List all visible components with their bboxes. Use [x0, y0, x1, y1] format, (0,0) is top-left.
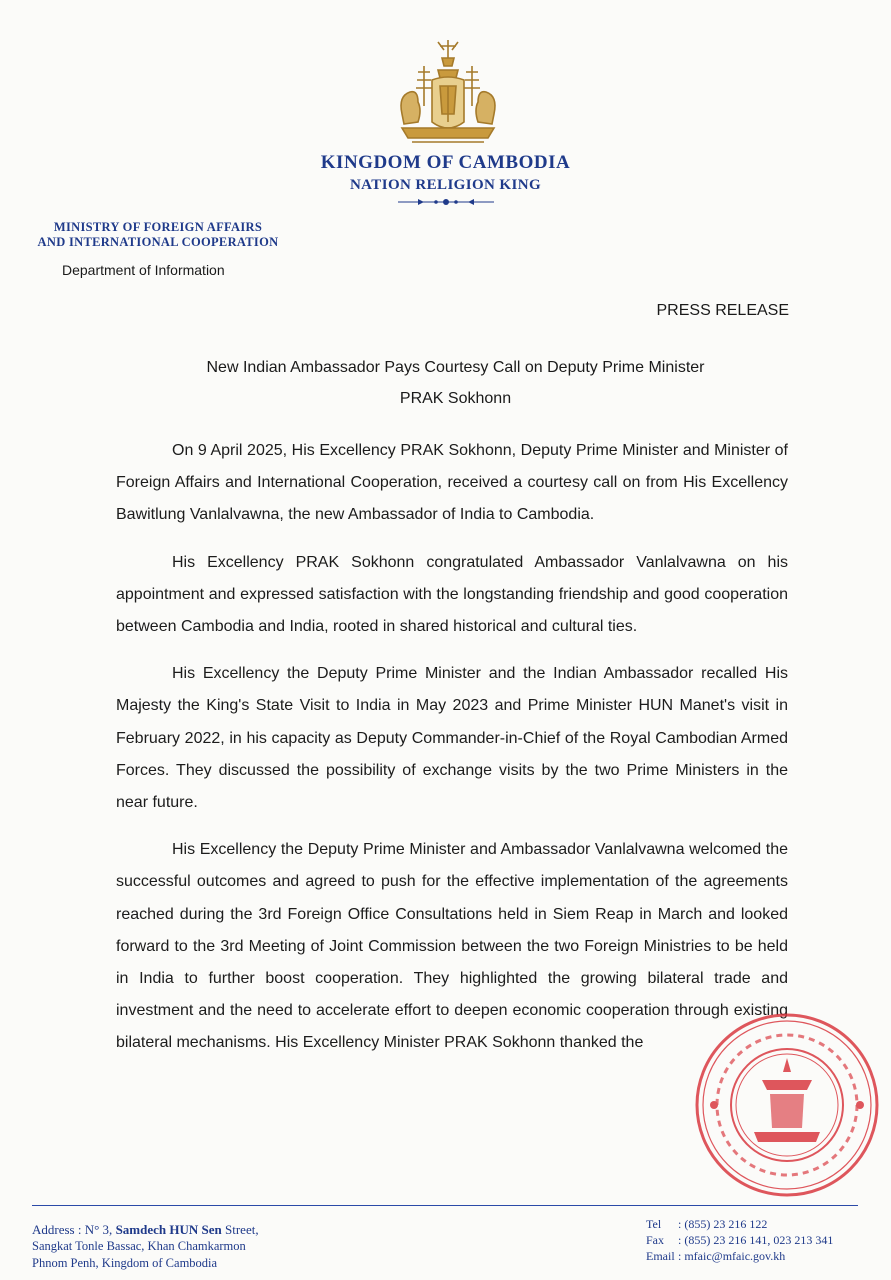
address-suffix: Street,: [221, 1222, 259, 1237]
headline-line-1: New Indian Ambassador Pays Courtesy Call on Deputy Prime Minister: [206, 359, 705, 376]
ministry-name: [30, 220, 286, 250]
ministry-line-1: MINISTRY OF FOREIGN AFFAIRS: [53, 220, 263, 234]
address-street: Samdech HUN Sen: [115, 1222, 222, 1237]
footer-address: [32, 1221, 259, 1272]
royal-emblem-icon: [388, 36, 508, 148]
fax-row: [646, 1232, 833, 1248]
paragraph: On 9 April 2025, His Excellency PRAK Sokhonn, Deputy Prime Minister and Minister of Foreign Affairs and International Cooperation, received a courtesy call on from His Excellency Bawitlung Vanlalvawna, the new Ambassador of India to Cambodia.: [116, 442, 788, 524]
footer-contact: [646, 1216, 833, 1264]
paragraph: His Excellency the Deputy Prime Minister and the Indian Ambassador recalled His Majesty the King's State Visit to India in May 2023 and Prime Minister HUN Manet's visit in February 2022, in his capacity as Deputy Commander-in-Chief of the Royal Cambodian Armed Forces. They discussed the possibility of exchange visits by the two Prime Ministers in the near future.: [116, 665, 788, 812]
press-release-label: PRESS RELEASE: [656, 302, 789, 319]
ornament-divider-icon: [396, 197, 496, 207]
fax-value: : (855) 23 216 141, 023 213 341: [678, 1233, 834, 1247]
email-row: [646, 1248, 833, 1264]
address-line-1: [32, 1221, 259, 1238]
address-line-2: Sangkat Tonle Bassac, Khan Chamkarmon: [32, 1239, 246, 1253]
email-value[interactable]: : mfaic@mfaic.gov.kh: [678, 1249, 786, 1263]
tel-row: [646, 1216, 833, 1232]
email-label: Email: [646, 1249, 675, 1263]
body-text: [116, 435, 788, 1075]
paragraph: His Excellency the Deputy Prime Minister and Ambassador Vanlalvawna welcomed the successful outcomes and agreed to push for the effective implementation of the agreements reached during the 3rd Foreign Office Consultations held in Siem Reap in March and looked forward to the 3rd Meeting of Joint Commission between the two Foreign Ministries to be held in India to further boost cooperation. They highlighted the growing bilateral trade and investment and the need to accelerate effort to deepen economic cooperation through existing bilateral mechanisms. His Excellency Minister PRAK Sokhonn thanked the: [116, 841, 788, 1052]
headline: [100, 352, 811, 414]
address-prefix: Address : N° 3,: [32, 1222, 116, 1237]
fax-label: Fax: [646, 1233, 664, 1247]
ministry-line-2: AND INTERNATIONAL COOPERATION: [37, 235, 279, 249]
department-name: Department of Information: [62, 262, 225, 278]
national-motto: NATION RELIGION KING: [349, 177, 542, 193]
tel-value: : (855) 23 216 122: [678, 1217, 768, 1231]
headline-line-2: PRAK Sokhonn: [399, 390, 512, 407]
address-line-3: Phnom Penh, Kingdom of Cambodia: [32, 1256, 218, 1270]
kingdom-title: KINGDOM OF CAMBODIA: [320, 152, 571, 173]
paragraph: His Excellency PRAK Sokhonn congratulated Ambassador Vanlalvawna on his appointment and expressed satisfaction with the longstanding friendship and good cooperation between Cambodia and India, rooted in shared historical and cultural ties.: [116, 553, 788, 636]
footer-divider: [32, 1205, 858, 1206]
official-seal-icon: [692, 1010, 882, 1200]
tel-label: Tel: [646, 1217, 662, 1231]
